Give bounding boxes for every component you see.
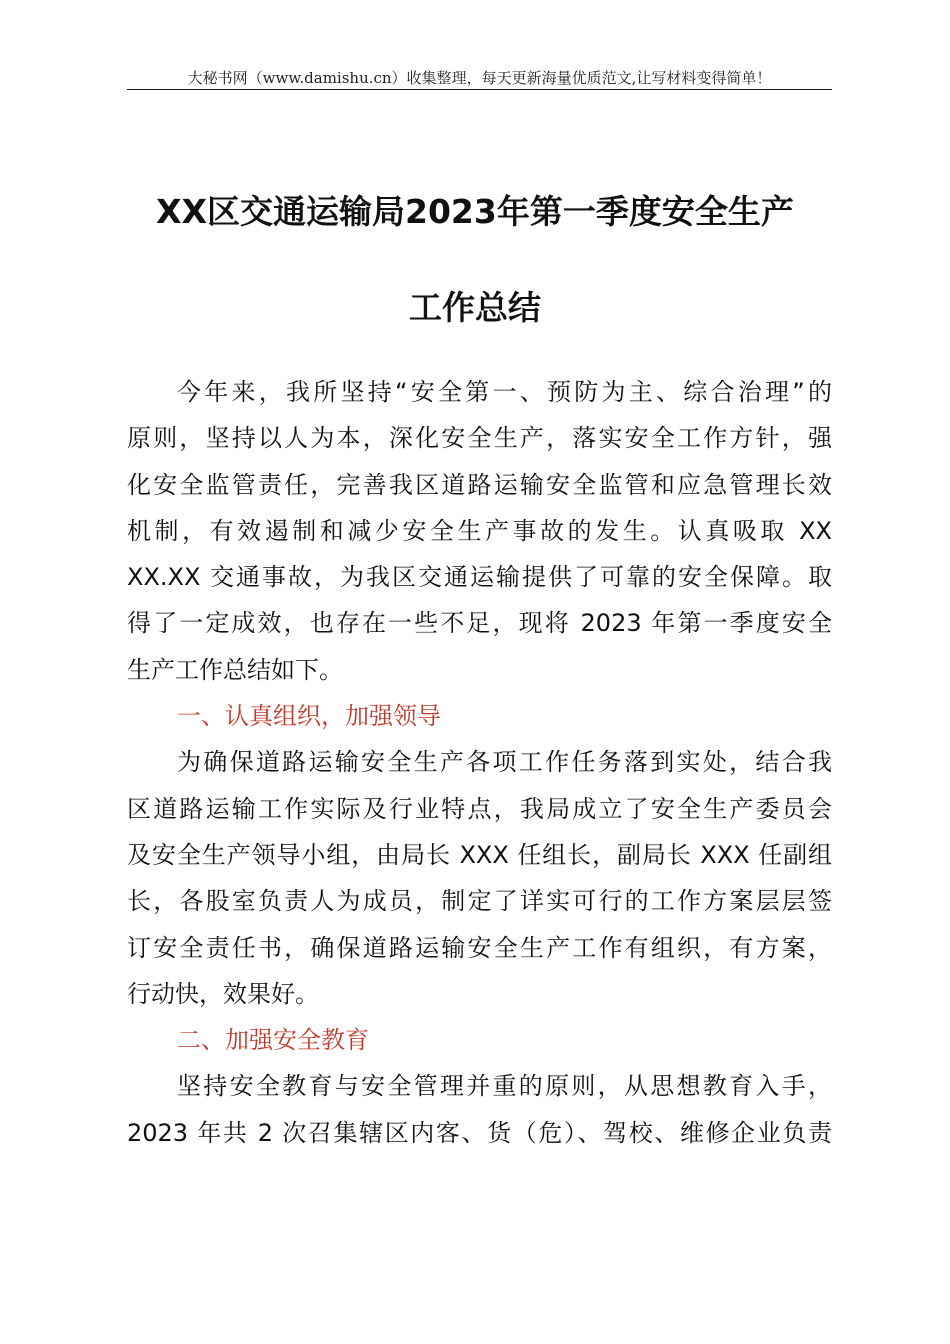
paragraph-line: 今年来，我所坚持“安全第一、预防为主、综合治理”的 (177, 378, 832, 406)
paragraph-line: 化安全监管责任，完善我区道路运输安全监管和应急管理长效 (127, 470, 832, 499)
page-title-line-2: 工作总结 (409, 288, 541, 327)
section-heading-1: 一、认真组织，加强领导 (177, 702, 441, 731)
paragraph-line: 长，各股室负责人为成员，制定了详实可行的工作方案层层签 (127, 887, 832, 916)
paragraph-line: 原则，坚持以人为本，深化安全生产，落实安全工作方针，强 (127, 424, 832, 453)
intro-paragraph (127, 369, 832, 693)
paragraph-line: 行动快，效果好。 (127, 979, 319, 1008)
document-body (127, 369, 832, 1156)
paragraph-line: 得了一定成效，也存在一些不足，现将 2023 年第一季度安全 (127, 609, 832, 638)
paragraph-line: 生产工作总结如下。 (127, 655, 343, 684)
paragraph-line: 为确保道路运输安全生产各项工作任务落到实处，结合我 (177, 748, 832, 777)
paragraph-line: 坚持安全教育与安全管理并重的原则，从思想教育入手， (177, 1072, 832, 1101)
paragraph-line: 及安全生产领导小组，由局长 XXX 任组长，副局长 XXX 任副组 (127, 840, 832, 869)
paragraph-line: 区道路运输工作实际及行业特点，我局成立了安全生产委员会 (127, 794, 832, 823)
paragraph-line: 订安全责任书，确保道路运输安全生产工作有组织，有方案， (127, 933, 832, 962)
section-heading-2: 二、加强安全教育 (177, 1026, 369, 1055)
paragraph-line: XX.XX 交通事故，为我区交通运输提供了可靠的安全保障。取 (127, 563, 832, 592)
header-watermark-text: 大秘书网（www.damishu.cn）收集整理，每天更新海量优质范文,让写材料变得简单！ (187, 69, 772, 87)
page-title-line-1: XX区交通运输局2023年第一季度安全生产 (156, 192, 794, 231)
paragraph-line: 机制，有效遏制和减少安全生产事故的发生。认真吸取 XX (127, 516, 832, 545)
section-2-paragraph (127, 1063, 832, 1156)
paragraph-line: 2023 年共 2 次召集辖区内客、货（危）、驾校、维修企业负责 (127, 1118, 832, 1147)
header-divider (127, 89, 832, 90)
section-1-paragraph (127, 739, 832, 1017)
